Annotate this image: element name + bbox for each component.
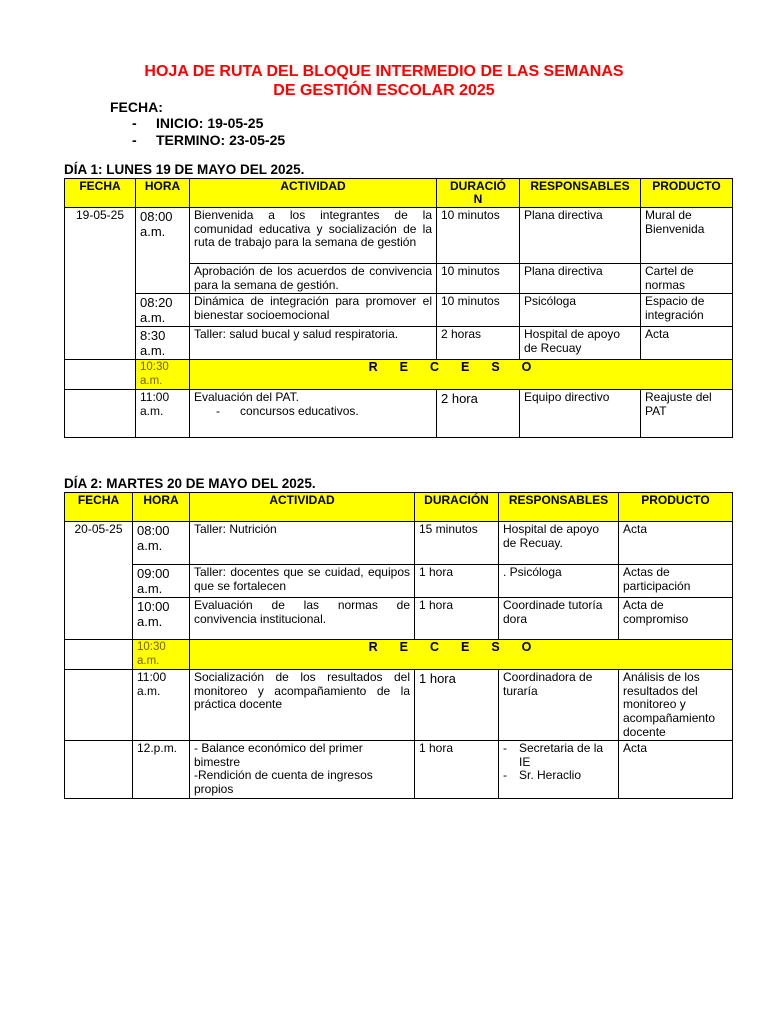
responsables-cell: Hospital de apoyo de Recuay. [499, 522, 619, 565]
responsable-item [503, 742, 614, 769]
responsable-text: Secretaria de la IE [519, 741, 604, 769]
header-hora: HORA [133, 493, 190, 522]
responsables-cell [499, 741, 619, 798]
header-actividad: ACTIVIDAD [190, 493, 415, 522]
table-row [65, 670, 733, 741]
fecha-inicio: INICIO: 19-05-25 [156, 115, 264, 131]
actividad-cell: Dinámica de integración para promover el bienestar socioemocional [190, 294, 437, 327]
producto-cell: Espacio de integración [641, 294, 733, 327]
header-hora: HORA [136, 179, 190, 208]
recess-hora: 10:30 a.m. [136, 360, 190, 390]
recess-row [65, 640, 733, 670]
day1-title: DÍA 1: LUNES 19 DE MAYO DEL 2025. [64, 162, 305, 177]
actividad-cell: Evaluación de las normas de convivencia institucional. [190, 598, 415, 640]
day1-table [64, 178, 733, 438]
duracion-cell: 10 minutos [437, 264, 520, 294]
empty-cell [65, 640, 133, 670]
responsables-cell: Equipo directivo [520, 390, 641, 438]
duracion-cell: 10 minutos [437, 208, 520, 264]
actividad-line-2: -Rendición de cuenta de ingresos propios [194, 768, 373, 796]
responsables-cell: Plana directiva [520, 208, 641, 264]
header-duracion [437, 179, 520, 208]
title-line-2: DE GESTIÓN ESCOLAR 2025 [273, 82, 495, 99]
empty-cell [65, 741, 133, 798]
responsables-cell: Plana directiva [520, 264, 641, 294]
actividad-line-1: - Balance económico del primer bimestre [194, 741, 363, 769]
table-row [65, 741, 733, 798]
actividad-cell: Taller: Nutrición [190, 522, 415, 565]
hora-cell: 11:00 a.m. [136, 390, 190, 438]
day2-table [64, 492, 733, 799]
list-dash: - [503, 741, 507, 756]
producto-cell: Mural de Bienvenida [641, 208, 733, 264]
header-producto: PRODUCTO [619, 493, 733, 522]
actividad-cell: Bienvenida a los integrantes de la comunidad educativa y socialización de la ruta de trabajo para la semana de gestión [190, 208, 437, 264]
empty-cell [65, 670, 133, 741]
list-dash: - [503, 768, 507, 783]
actividad-main: Evaluación del PAT. [194, 390, 299, 405]
actividad-sub-text: concursos educativos. [240, 403, 359, 418]
header-duracion-part1: DURACIÓ [450, 179, 506, 193]
fecha-cell: 20-05-25 [65, 522, 133, 640]
hora-cell: 12.p.m. [133, 741, 190, 798]
producto-cell: Acta [619, 741, 733, 798]
header-fecha: FECHA [65, 493, 133, 522]
empty-cell [65, 390, 136, 438]
list-dash: - [132, 131, 137, 148]
list-dash: - [132, 115, 137, 131]
responsables-cell: Psicóloga [520, 294, 641, 327]
fecha-list [132, 115, 285, 148]
producto-cell: Reajuste del PAT [641, 390, 733, 438]
producto-cell: Actas de participación [619, 565, 733, 598]
hora-cell: 08:00 a.m. [136, 208, 190, 294]
day2-title: DÍA 2: MARTES 20 DE MAYO DEL 2025. [64, 476, 316, 491]
recess-label: RECESO [190, 640, 733, 670]
table-row [65, 522, 733, 565]
responsables-cell: Hospital de apoyo de Recuay [520, 327, 641, 360]
producto-cell: Análisis de los resultados del monitoreo y acompañamiento docente [619, 670, 733, 741]
header-duracion-part2: N [473, 192, 483, 206]
actividad-cell [190, 390, 437, 438]
header-responsables: RESPONSABLES [520, 179, 641, 208]
duracion-cell: 10 minutos [437, 294, 520, 327]
duracion-cell: 1 hora [415, 565, 499, 598]
responsables-cell: Coordinadora de turaría [499, 670, 619, 741]
duracion-cell: 1 hora [415, 670, 499, 741]
table-row [65, 208, 733, 264]
table-row [65, 294, 733, 327]
duracion-cell: 15 minutos [415, 522, 499, 565]
producto-cell: Acta [619, 522, 733, 565]
actividad-cell: Taller: salud bucal y salud respiratoria. [190, 327, 437, 360]
hora-cell: 8:30 a.m. [136, 327, 190, 360]
responsable-item [503, 769, 614, 783]
header-fecha: FECHA [65, 179, 136, 208]
table-row [65, 598, 733, 640]
fecha-label: FECHA: [110, 99, 163, 115]
actividad-cell: Taller: docentes que se cuidad, equipos que se fortalecen [190, 565, 415, 598]
table-row [65, 327, 733, 360]
recess-row [65, 360, 733, 390]
hora-cell: 11:00 a.m. [133, 670, 190, 741]
table-row [65, 565, 733, 598]
hora-cell: 08:20 a.m. [136, 294, 190, 327]
responsables-cell: Coordinade tutoría dora [499, 598, 619, 640]
document-title [64, 62, 704, 100]
fecha-termino: TERMINO: 23-05-25 [156, 131, 286, 148]
actividad-cell: Aprobación de los acuerdos de convivencia para la semana de gestión. [190, 264, 437, 294]
actividad-sub-item [194, 405, 432, 419]
duracion-cell: 1 hora [415, 741, 499, 798]
responsable-text: Sr. Heraclio [519, 768, 582, 783]
table-header-row [65, 179, 733, 208]
producto-cell: Acta [641, 327, 733, 360]
producto-cell: Acta de compromiso [619, 598, 733, 640]
hora-cell: 08:00 a.m. [133, 522, 190, 565]
hora-cell: 09:00 a.m. [133, 565, 190, 598]
header-producto: PRODUCTO [641, 179, 733, 208]
table-row [65, 390, 733, 438]
list-dash: - [216, 403, 220, 418]
fecha-cell: 19-05-25 [65, 208, 136, 360]
header-responsables: RESPONSABLES [499, 493, 619, 522]
header-actividad: ACTIVIDAD [190, 179, 437, 208]
actividad-cell [190, 741, 415, 798]
fecha-inicio-item [132, 115, 285, 132]
table-header-row [65, 493, 733, 522]
fecha-termino-item [132, 132, 285, 149]
producto-cell: Cartel de normas [641, 264, 733, 294]
recess-hora: 10:30 a.m. [133, 640, 190, 670]
hora-cell: 10:00 a.m. [133, 598, 190, 640]
actividad-cell: Socialización de los resultados del monitoreo y acompañamiento de la práctica docente [190, 670, 415, 741]
recess-label: RECESO [190, 360, 733, 390]
header-duracion: DURACIÓN [415, 493, 499, 522]
title-line-1: HOJA DE RUTA DEL BLOQUE INTERMEDIO DE LAS SEMANAS [144, 63, 624, 80]
duracion-cell: 1 hora [415, 598, 499, 640]
duracion-cell: 2 hora [437, 390, 520, 438]
responsables-cell: . Psicóloga [499, 565, 619, 598]
empty-cell [65, 360, 136, 390]
duracion-cell: 2 horas [437, 327, 520, 360]
